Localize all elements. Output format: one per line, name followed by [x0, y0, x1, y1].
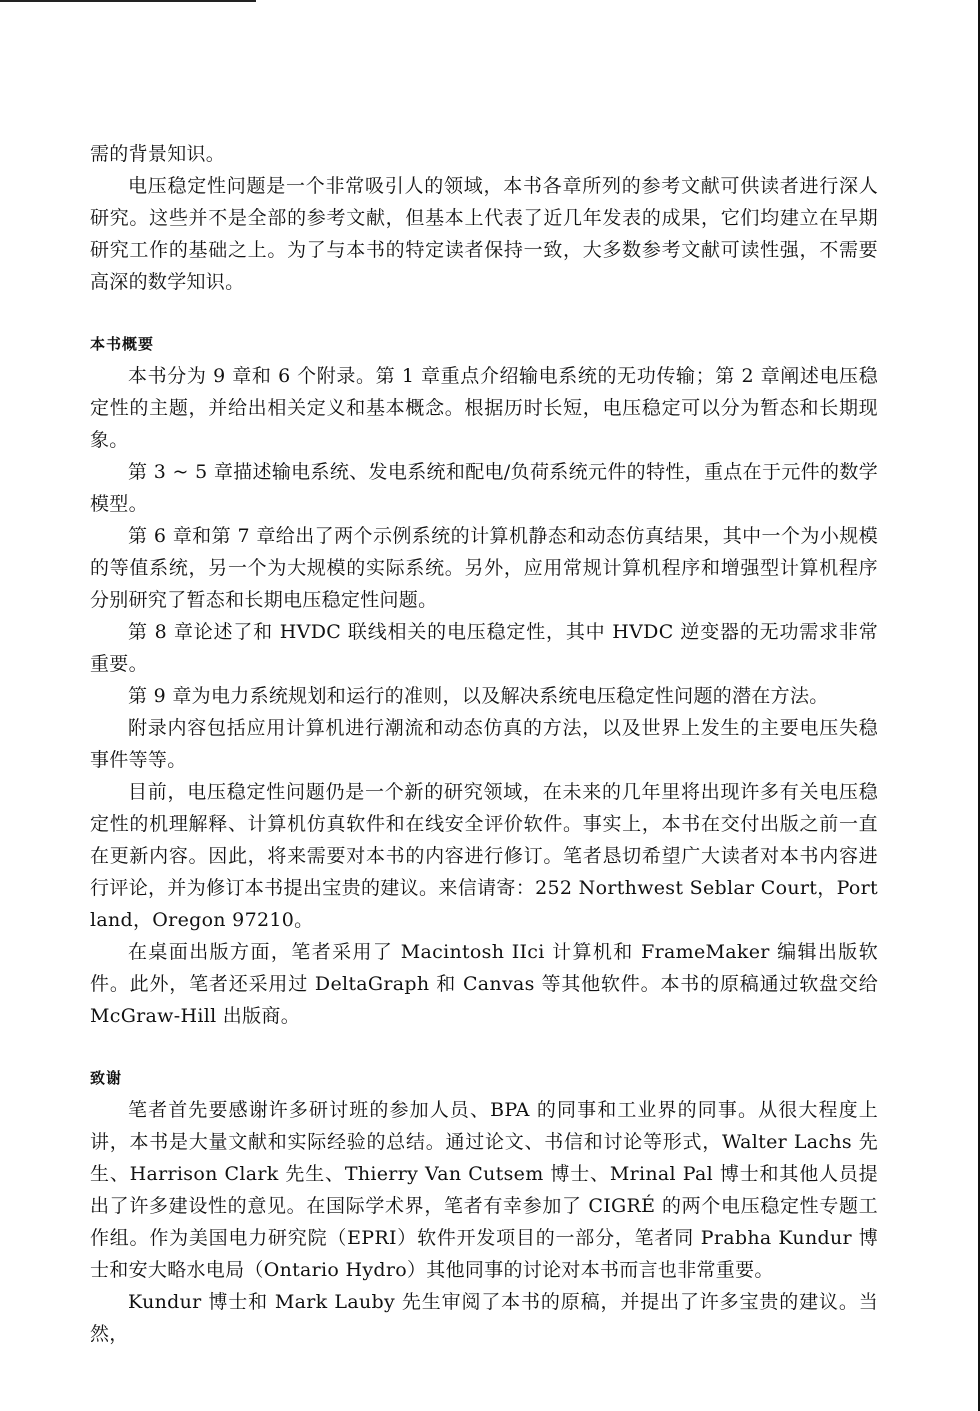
paragraph: 本书分为 9 章和 6 个附录。第 1 章重点介绍输电系统的无功传输；第 2 章阐述电压稳定性的主题，并给出相关定义和基本概念。根据历时长短，电压稳定可以分为暂态和长期现象。	[90, 365, 878, 451]
paragraph: 笔者首先要感谢许多研讨班的参加人员、BPA 的同事和工业界的同事。从很大程度上讲，本书是大量文献和实际经验的总结。通过论文、书信和讨论等形式，Walter Lachs 先生、Harrison Clark 先生、Thierry Van Cutsem 博士、Mrinal Pal 博士和其他人员提出了许多建设性的意见。在国际学术界，笔者有幸参加了 CIGRÉ 的两个电压稳定性专题工作组。作为美国电力研究院（EPRI）软件开发项目的一部分，笔者同 Prabha Kundur 博士和安大略水电局（Ontario Hydro）其他同事的讨论对本书而言也非常重要。	[90, 1099, 878, 1281]
paragraph: 电压稳定性问题是一个非常吸引人的领域，本书各章所列的参考文献可供读者进行深人研究。这些并不是全部的参考文献，但基本上代表了近几年发表的成果，它们均建立在早期研究工作的基础之上。为了与本书的特定读者保持一致，大多数参考文献可读性强，不需要高深的数学知识。	[90, 175, 878, 293]
paragraph: 在桌面出版方面，笔者采用了 Macintosh IIci 计算机和 FrameMaker 编辑出版软件。此外，笔者还采用过 DeltaGraph 和 Canvas 等其他软件。本书的原稿通过软盘交给 McGraw-Hill 出版商。	[90, 941, 878, 1027]
paragraph: 第 6 章和第 7 章给出了两个示例系统的计算机静态和动态仿真结果，其中一个为小规模的等值系统，另一个为大规模的实际系统。另外，应用常规计算机程序和增强型计算机程序分别研究了暂态和长期电压稳定性问题。	[90, 525, 878, 611]
paragraph: 第 8 章论述了和 HVDC 联线相关的电压稳定性，其中 HVDC 逆变器的无功需求非常重要。	[90, 621, 878, 675]
paragraph: Kundur 博士和 Mark Lauby 先生审阅了本书的原稿，并提出了许多宝贵的建议。当然，	[90, 1291, 878, 1345]
page-body	[90, 138, 878, 1350]
top-rule	[0, 0, 256, 2]
paragraph: 目前，电压稳定性问题仍是一个新的研究领域，在未来的几年里将出现许多有关电压稳定性的机理解释、计算机仿真软件和在线安全评价软件。事实上，本书在交付出版之前一直在更新内容。因此，将来需要对本书的内容进行修订。笔者恳切希望广大读者对本书内容进行评论，并为修订本书提出宝贵的建议。来信请寄：252 Northwest Seblar Court，Portland，Oregon 97210。	[90, 781, 878, 931]
paragraph: 第 9 章为电力系统规划和运行的准则，以及解决系统电压稳定性问题的潜在方法。	[128, 685, 829, 707]
section-heading-overview: 本书概要	[90, 335, 155, 353]
paragraph: 附录内容包括应用计算机进行潮流和动态仿真的方法，以及世界上发生的主要电压失稳事件等等。	[90, 717, 878, 771]
paragraph: 第 3 ~ 5 章描述输电系统、发电系统和配电/负荷系统元件的特性，重点在于元件的数学模型。	[90, 461, 878, 515]
section-heading-acknowledgements: 致谢	[90, 1069, 123, 1087]
paragraph: 需的背景知识。	[90, 143, 226, 165]
